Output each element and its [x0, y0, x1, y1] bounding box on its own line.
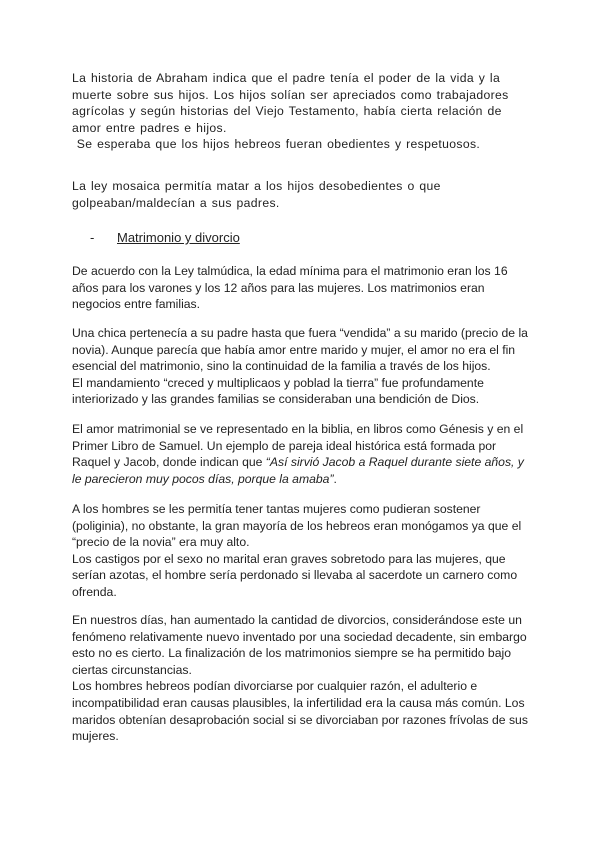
text-line: El amor matrimonial se ve representado en la biblia, en libros como Génesis y en el — [72, 422, 524, 436]
heading-title: Matrimonio y divorcio — [117, 230, 240, 245]
paragraph-abraham — [72, 70, 534, 153]
text-line: amor entre padres e hijos. — [72, 120, 227, 135]
text-line: Se esperaba que los hijos hebreos fueran obedientes y respetuosos. — [72, 137, 481, 152]
text-line: maridos obtenían desaprobación social si se divorciaban por razones frívolas de sus — [72, 712, 528, 727]
text-line: La ley mosaica permitía matar a los hijos desobedientes o que — [72, 179, 441, 193]
text-plain: Raquel y Jacob, donde indican que — [72, 455, 266, 470]
paragraph-amor-matrimonial — [72, 421, 534, 487]
text-line: ciertas circunstancias. — [72, 662, 192, 677]
text-line: agrícolas y según historias del Viejo Testamento, había cierta relación de — [72, 104, 502, 119]
text-line: novia). Aunque parecía que había amor entre marido y mujer, el amor no era el fin — [72, 342, 516, 357]
heading-bullet: - — [90, 230, 95, 245]
paragraph-ley-talmudica — [72, 263, 534, 313]
text-line: golpeaban/maldecían a sus padres. — [72, 195, 280, 210]
paragraph-precio-novia — [72, 325, 534, 408]
paragraph-divorcio — [72, 612, 534, 745]
text-line: Una chica pertenecía a su padre hasta que fuera “vendida” a su marido (precio de la — [72, 326, 528, 340]
text-line: años para los varones y los 12 años para las mujeres. Los matrimonios eran — [72, 280, 485, 295]
text-line: El mandamiento “creced y multiplicaos y poblad la tierra” fue profundamente — [72, 375, 484, 390]
text-line: En nuestros días, han aumentado la cantidad de divorcios, considerándose este un — [72, 613, 522, 627]
text-line: “precio de la novia” era muy alto. — [72, 535, 250, 550]
text-line: Primer Libro de Samuel. Un ejemplo de pareja ideal histórica está formada por — [72, 438, 497, 453]
text-line: A los hombres se les permitía tener tantas mujeres como pudieran sostener — [72, 502, 481, 516]
text-line: serían azotas, el hombre sería perdonado si llevaba al sacerdote un carnero como — [72, 568, 518, 583]
text-line: negocios entre familias. — [72, 297, 201, 312]
text-line: Los hombres hebreos podían divorciarse por cualquier razón, el adulterio e — [72, 679, 478, 694]
paragraph-poliginia — [72, 501, 534, 601]
text-line: esto no es cierto. La finalización de los matrimonios siempre se ha permitido bajo — [72, 646, 511, 661]
text-line — [72, 471, 534, 488]
text-line: Los castigos por el sexo no marital eran graves sobretodo para las mujeres, que — [72, 551, 506, 566]
text-line: incompatibilidad eran causas plausibles, la infertilidad era la causa más común. Los — [72, 695, 525, 710]
text-line: De acuerdo con la Ley talmúdica, la edad mínima para el matrimonio eran los 16 — [72, 264, 508, 278]
text-line: mujeres. — [72, 729, 119, 744]
text-line: (poliginia), no obstante, la gran mayoría de los hebreos eran monógamos ya que el — [72, 518, 522, 533]
paragraph-ley-mosaica — [72, 178, 534, 211]
text-line: esencial del matrimonio, sino la continuidad de la familia a través de los hijos. — [72, 359, 491, 374]
text-line — [72, 454, 534, 471]
bible-quote: le parecieron muy pocos días, porque la amaba” — [72, 471, 334, 486]
section-heading — [90, 229, 240, 247]
bible-quote: “Así sirvió Jacob a Raquel durante siete años, y — [265, 455, 524, 470]
text-plain: . — [333, 471, 337, 486]
text-line: interiorizado y las grandes familias se consideraban una bendición de Dios. — [72, 392, 480, 407]
text-line: La historia de Abraham indica que el padre tenía el poder de la vida y la — [72, 71, 501, 85]
text-line: fenómeno relativamente nuevo inventado por una sociedad decadente, sin embargo — [72, 629, 527, 644]
text-line: muerte sobre sus hijos. Los hijos solían ser apreciados como trabajadores — [72, 87, 509, 102]
text-line: ofrenda. — [72, 584, 117, 599]
